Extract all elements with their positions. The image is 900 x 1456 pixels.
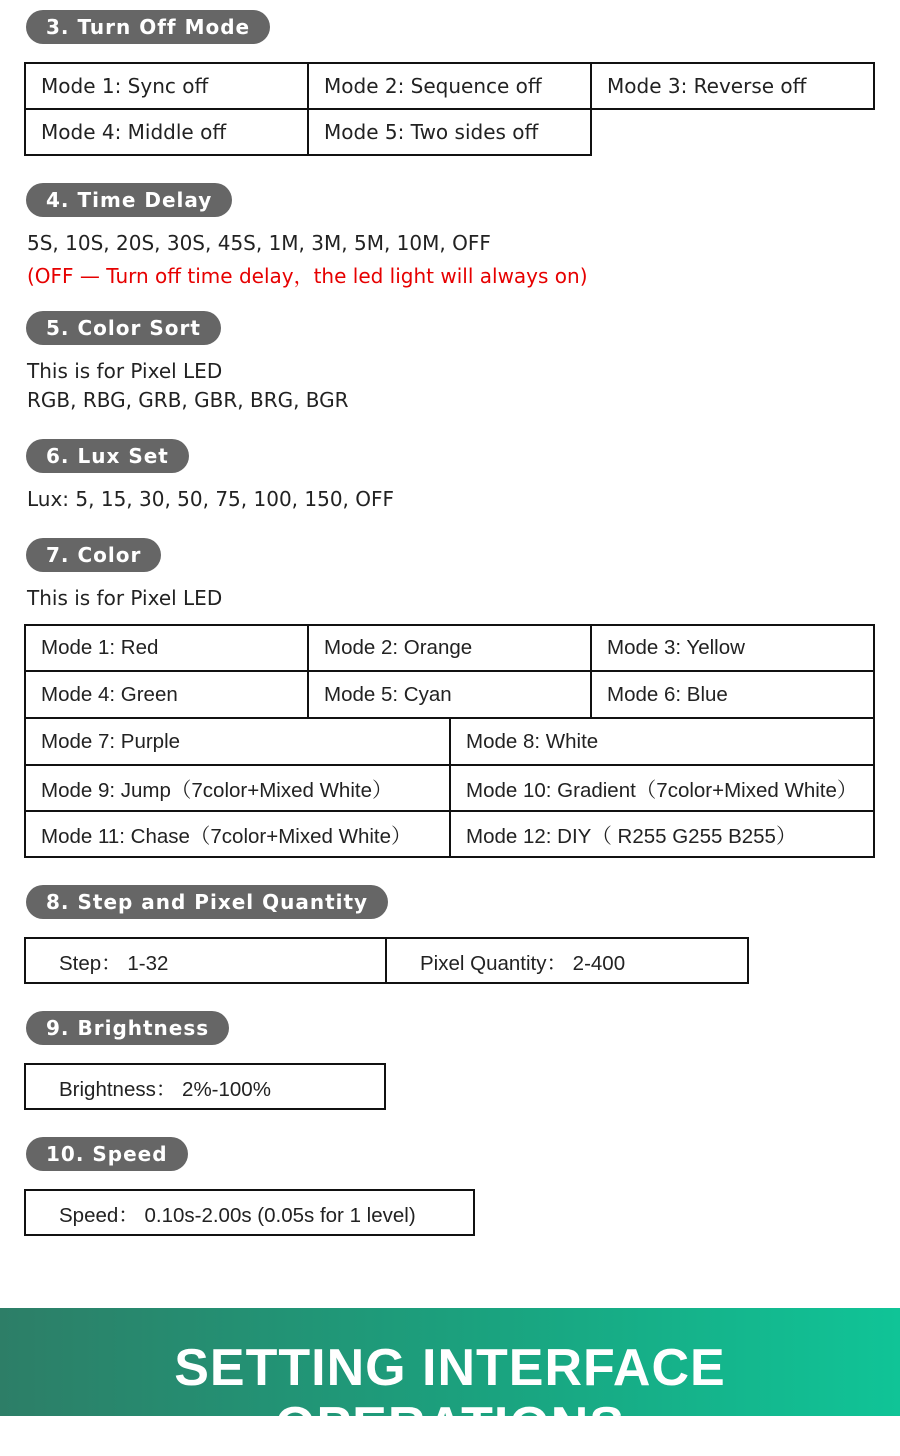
banner-subtitle: OPERATIONS — [275, 1397, 625, 1455]
speed-cell: Speed： 0.10s-2.00s (0.05s for 1 level) — [24, 1189, 475, 1236]
turn-off-mode-cell: Mode 4: Middle off — [24, 108, 309, 156]
time-delay-note: (OFF — Turn off time delay，the led light will always on) — [27, 264, 588, 288]
step-cell: Step： 1-32 — [24, 937, 387, 984]
section-heading-color: 7. Color — [26, 538, 161, 572]
color-mode-cell: Mode 11: Chase（7color+Mixed White） — [24, 810, 451, 858]
brightness-cell: Brightness： 2%-100% — [24, 1063, 386, 1110]
turn-off-mode-cell: Mode 3: Reverse off — [590, 62, 875, 110]
section-heading-turn-off-mode: 3. Turn Off Mode — [26, 10, 270, 44]
section-heading-color-sort: 5. Color Sort — [26, 311, 221, 345]
color-mode-cell: Mode 10: Gradient（7color+Mixed White） — [449, 764, 875, 812]
turn-off-mode-cell: Mode 1: Sync off — [24, 62, 309, 110]
turn-off-mode-cell: Mode 2: Sequence off — [307, 62, 592, 110]
color-mode-cell: Mode 12: DIY（ R255 G255 B255） — [449, 810, 875, 858]
color-sort-line-1: This is for Pixel LED — [27, 359, 223, 383]
turn-off-mode-cell: Mode 5: Two sides off — [307, 108, 592, 156]
banner-title: SETTING INTERFACE — [174, 1339, 726, 1397]
section-heading-brightness: 9. Brightness — [26, 1011, 229, 1045]
color-mode-cell: Mode 9: Jump（7color+Mixed White） — [24, 764, 451, 812]
setting-interface-banner — [0, 1308, 900, 1455]
section-heading-lux-set: 6. Lux Set — [26, 439, 189, 473]
time-delay-values: 5S, 10S, 20S, 30S, 45S, 1M, 3M, 5M, 10M, OFF — [27, 231, 491, 255]
section-heading-speed: 10. Speed — [26, 1137, 188, 1171]
section-heading-step-pixel: 8. Step and Pixel Quantity — [26, 885, 388, 919]
pixel-quantity-cell: Pixel Quantity： 2-400 — [385, 937, 749, 984]
color-mode-cell: Mode 5: Cyan — [307, 670, 592, 719]
color-mode-cell: Mode 1: Red — [24, 624, 309, 672]
section-heading-time-delay: 4. Time Delay — [26, 183, 232, 217]
color-subtitle: This is for Pixel LED — [27, 586, 223, 610]
color-mode-cell: Mode 4: Green — [24, 670, 309, 719]
color-mode-cell: Mode 7: Purple — [24, 717, 451, 766]
color-mode-cell: Mode 8: White — [449, 717, 875, 766]
lux-set-values: Lux: 5, 15, 30, 50, 75, 100, 150, OFF — [27, 487, 395, 511]
color-mode-cell: Mode 2: Orange — [307, 624, 592, 672]
color-sort-line-2: RGB, RBG, GRB, GBR, BRG, BGR — [27, 388, 349, 412]
color-mode-cell: Mode 3: Yellow — [590, 624, 875, 672]
color-mode-cell: Mode 6: Blue — [590, 670, 875, 719]
